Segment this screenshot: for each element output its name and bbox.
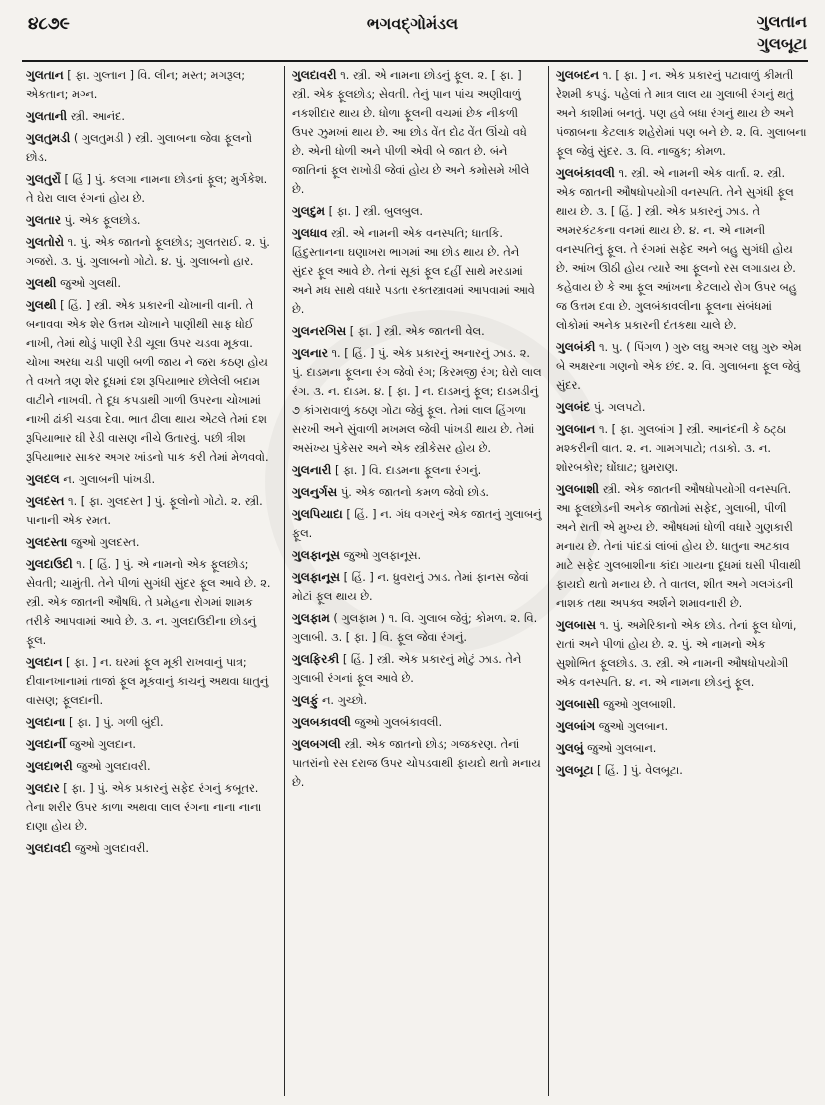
entry-headword: ગુલતાન [26,68,64,82]
dictionary-entry [292,505,542,543]
entry-headword: ગુલફું [292,693,319,707]
dictionary-column-1 [26,66,276,1096]
dictionary-entry [556,616,808,692]
entry-definition: જુઓ ગુલબંકાવલી. [354,716,443,729]
dictionary-entry [292,713,542,732]
dictionary-entry [292,691,542,710]
entry-headword: ગુલદાના [26,715,66,729]
dictionary-entry [556,761,808,780]
entry-definition: [ ફા. ] વિ. દાડમના ફૂલના રંગનું. [334,464,482,477]
dictionary-entry [292,322,542,341]
dictionary-entry [556,398,808,417]
column-divider [548,66,549,1096]
entry-definition: [ ફા. ] સ્ત્રી. એક જાતની વેલ. [349,325,485,338]
dictionary-entry [292,609,542,647]
entry-headword: ગુલધાવ [292,226,328,240]
entry-headword: ગુલદાવદી [26,841,72,855]
entry-definition: ન. ગુલાબની પાંખડી. [63,473,156,486]
dictionary-entry [292,735,542,792]
entry-headword: ગુલનાર [292,346,328,360]
entry-definition: જુઓ ગુલદાવરી. [74,842,149,855]
entry-headword: ગુલદસ્તા [26,535,68,549]
entry-definition: પું. એક ફૂલછોડ. [64,214,141,227]
dictionary-entry [26,470,276,489]
entry-definition: [ ફા. ] પું. એક પ્રકારનું સફેદ રંગનું કબૂતર. તેના શરીર ઉપર કાળા અથવા લાલ રંગના નાના નાના દાણા હોય છે. [26,782,262,833]
entry-headword: ગુલનારી [292,463,332,477]
entry-headword: ગુલદાવરી [292,68,337,82]
entry-definition: ( ગુલતુમડી ) સ્ત્રી. ગુલાબના જેવા ફૂલનો છોડ. [26,132,253,164]
dictionary-entry [292,344,542,458]
entry-headword: ગુલબગલી [292,737,341,751]
entry-headword: ગુલદલ [26,472,60,486]
entry-definition: સ્ત્રી. એ નામની એક વનસ્પતિ; ધાતકિ. હિંદુસ્તાનના ઘણાખરા ભાગમાં આ છોડ થાય છે. તેને સુંદર ફૂલ આવે છે. તેનાં સૂકાં ફૂલ દહીં સાથે મરડામાં અને મધ સાથે વધારે પડતા રક્તસ્ત્રાવમાં આપવામાં આવે છે. [292,227,535,316]
dictionary-entry [26,713,276,732]
dictionary-entry [26,779,276,836]
entry-headword: ગુલફાનૂસ [292,548,341,562]
entry-definition: જુઓ ગુલબાશી. [603,698,676,711]
entry-headword: ગુલતુમડી [26,131,71,145]
dictionary-entry [26,129,276,167]
entry-definition: જુઓ ગુલદાવરી. [76,760,151,773]
entry-definition: ૧. સ્ત્રી. એ નામની એક વાર્તા. ૨. સ્ત્રી. એક જાતની ઔષધોપયોગી વનસ્પતિ. તેને સુગંધી ફૂલ થાય છે. ૩. [ હિં. ] સ્ત્રી. એક પ્રકારનું ઝાડ. તે અમરકંટકના વનમાં થાય છે. ૪. ન. એ નામની વનસ્પતિનું ફૂલ. તે રંગમાં સફેદ અને બહુ સુગંધી હોય છે. આંખ ઊઠી હોય ત્યારે આ ફૂલનો રસ લગાડાય છે. કહેવાય છે કે આ ફૂલ આંખના કેટલાયે રોગ ઉપર બહુ જ ઉત્તમ દવા છે. ગુલબંકાવલીના ફૂલના સંબંધમાં લોકોમાં અનેક પ્રકારની દંતકથા ચાલે છે. [556,167,797,332]
dictionary-column-3 [556,66,808,1096]
guide-word-first: ગુલતાન [756,12,807,31]
entry-headword: ગુલબંદ [556,400,591,414]
entry-definition: [ હિં. ] પું. વેલબૂટા. [597,764,683,777]
entry-headword: ગુલબાંગ [556,719,596,733]
entry-definition: [ ફા. ] ન. ઘરમાં ફૂલ મૂકી રાખવાનું પાત્ર; દીવાનખાનામાં તાજાં ફૂલ મૂકવાનું કાચનું અથવા ધાતુનું વાસણ; ફૂલદાની. [26,656,269,707]
running-title: ભગવદ્ગોમંડલ [366,14,459,33]
dictionary-entry [556,739,808,758]
dictionary-entry [292,461,542,480]
dictionary-entry [292,650,542,688]
entry-headword: ગુલનરગિસ [292,324,347,338]
dictionary-entry [556,164,808,335]
entry-definition: જુઓ ગુલફાનૂસ. [343,549,422,562]
entry-definition: જુઓ ગુલબાન. [587,742,657,755]
dictionary-entry [26,296,276,467]
entry-definition: પું. ગલપટો. [593,401,646,414]
dictionary-entry [556,695,808,714]
entry-definition: [ હિં. ] ન. ગંધ વગરનું એક જાતનું ગુલાબનું ફૂલ. [292,508,542,540]
entry-definition: [ ફા. ] પું. ગળી બુંદી. [68,716,164,729]
entry-headword: ગુલફાનૂસ [292,570,341,584]
dictionary-entry [556,66,808,161]
guide-word-last: ગુલબૂટા [757,34,807,53]
entry-headword: ગુલતોરો [26,235,64,249]
dictionary-entry [556,717,808,736]
dictionary-entry [26,492,276,530]
column-divider [284,66,285,1096]
entry-headword: ગુલદાર્ની [26,737,66,751]
entry-headword: ગુલથી [26,276,57,290]
entry-definition: ૧. પું. અમેરિકાનો એક છોડ. તેનાં ફૂલ ધોળાં, રાતાં અને પીળાં હોય છે. ૨. પું. એ નામનો એક સુશોભિત ફૂલછોડ. ૩. સ્ત્રી. એ નામની ઔષધોપયોગી એક વનસ્પતિ. ૪. ન. એ નામના છોડનું ફૂલ. [556,619,797,689]
entry-headword: ગુલબદન [556,68,600,82]
dictionary-entry [26,735,276,754]
entry-headword: ગુલફિરકી [292,652,340,666]
entry-headword: ગુલબંકાવલી [556,166,615,180]
entry-definition: ૧. [ હિં. ] પું. એ નામનો એક ફૂલછોડ; સેવતી; ચામુંતી. તેને પીળાં સુગંધી સુંદર ફૂલ આવે છે. ૨. સ્ત્રી. એક જાતની ઔષધિ. તે પ્રમેહના રોગમાં શામક તરીકે આપવામાં આવે છે. ૩. ન. ગુલદાઉદીના છોડનું ફૂલ. [26,558,271,647]
entry-definition: સ્ત્રી. આનંદ. [70,110,125,123]
dictionary-column-2 [292,66,542,1096]
entry-headword: ગુલદાર [26,781,60,795]
dictionary-entry [26,274,276,293]
entry-headword: ગુલબકાવલી [292,715,351,729]
entry-definition: [ ફા. ગુલ્તાન ] વિ. લીન; મસ્ત; મગરૂલ; એકતાન; મગ્ન. [26,69,246,101]
header-rule [22,60,808,62]
entry-headword: ગુલબાસ [556,618,597,632]
entry-definition: જુઓ ગુલબાન. [598,720,669,733]
entry-headword: ગુલતાની [26,109,68,123]
entry-headword: ગુલબંકી [556,340,596,354]
entry-headword: ગુલતાર [26,213,61,227]
entry-definition: ૧. પું. એક જાતનો ફૂલછોડ; ગુલતરાઈ. ૨. પું. ગજરો. ૩. પું. ગુલાબનો ગોટો. ૪. પું. ગુલાબનો હાર. [26,236,270,268]
entry-definition: ૧. [ ફા. ] ન. એક પ્રકારનું પટાવાળું કીમતી રેશમી કપડું. પહેલાં તે માત્ર લાલ યા ગુલાબી રંગનું થતું અને કાશીમાં બનતું. પણ હવે બધા રંગનું થાય છે અને પંજાબના કેટલાક શહેરોમાં પણ બને છે. ૨. વિ. ગુલાબના ફૂલ જેવું સુંદર. ૩. વિ. નાજુક; કોમળ. [556,69,807,158]
dictionary-entry [26,211,276,230]
entry-headword: ગુલબાશી [556,482,600,496]
entry-definition: સ્ત્રી. એક જાતનો છોડ; ગજકરણ. તેનાં પાતરાંનો રસ દરાજ ઉપર ચોપડવાથી ફાયદો થતો મનાય છે. [292,738,541,789]
entry-headword: ગુલદાન [26,655,63,669]
dictionary-entry [556,480,808,613]
entry-definition: જુઓ ગુલથી. [60,277,121,290]
entry-headword: ગુલથી [26,298,57,312]
dictionary-entry [292,66,542,199]
entry-headword: ગુલદાભરી [26,759,73,773]
entry-definition: [ હિં ] પું. કલગા નામના છોડનાં ફૂલ; મુર્ગકેશ. તે ઘેરા લાલ રંગનાં હોય છે. [26,173,268,205]
entry-headword: ગુલબાન [556,422,596,436]
dictionary-entry [26,233,276,271]
entry-definition: જુઓ ગુલદસ્ત. [70,536,140,549]
entry-headword: ગુલબાસી [556,697,600,711]
entry-definition: ૧. પુ. ( પિંગળ ) ગુરુ લઘુ અગર લઘુ ગુરુ એમ બે અક્ષરના ગણનો એક છંદ. ૨. વિ. ગુલાબના ફૂલ જેવું સુંદર. [556,341,802,392]
dictionary-entry [556,420,808,477]
entry-definition: ૧. [ ફા. ગુલદસ્ત ] પું. ફૂલોનો ગોટો. ૨. સ્ત્રી. પાનાની એક રમત. [26,495,263,527]
dictionary-entry [26,66,276,104]
entry-headword: ગુલતુર્રો [26,172,61,186]
entry-headword: ગુલદુમ [292,204,326,218]
dictionary-entry [292,546,542,565]
entry-definition: [ હિં. ] ન. ધ્રુવરાનું ઝાડ. તેમાં ફાનસ જેવાં મોટાં ફૂલ થાય છે. [292,571,529,603]
dictionary-entry [292,224,542,319]
dictionary-entry [26,170,276,208]
entry-definition: ૧. સ્ત્રી. એ નામના છોડનું ફૂલ. ૨. [ ફા. ] સ્ત્રી. એક ફૂલછોડ; સેવતી. તેનું પાન પાંચ અણીવાળું નકશીદાર થાય છે. ધોળા ફૂલની વચમાં છેક નીકળી ઉપર ઝુમખાં થાય છે. આ છોડ વેંત દોઢ વેંત ઊંચો વધે છે. એની ધોળી અને પીળી એવી બે જાત છે. બંને જાતિનાં ફૂલ રાખોડી જેવાં હોય છે અને કમોસમે ખીલે છે. [292,69,530,196]
dictionary-entry [26,533,276,552]
entry-definition: ૧. [ હિં. ] પું. એક પ્રકારનું અનારનું ઝાડ. ૨. પું. દાડમના ફૂલના રંગ જેવો રંગ; કિરમજી રંગ; ઘેરો લાલ રંગ. ૩. ન. દાડમ. ૪. [ ફા. ] ન. દાડમનું ફૂલ; દાડમડીનું ૭ કાંગરાવાળું કઠણ ગોટા જેવું ફૂલ. તેમાં લાલ હિંગળા સરખી અને સુંવાળી મખમલ જેવી પાંખડી થાય છે. તેમાં અસંખ્ય પુંકેસર અને એક સ્ત્રીકેસર હોય છે. [292,347,542,455]
dictionary-entry [292,483,542,502]
dictionary-entry [26,555,276,650]
dictionary-entry [26,839,276,858]
page-header [0,0,825,68]
page-number: ૪૮૭૯ [28,14,70,34]
entry-definition: જુઓ ગુલદાન. [69,738,136,751]
entry-definition: [ ફા. ] સ્ત્રી. બુલબુલ. [328,205,423,218]
entry-headword: ગુલપિયાદા [292,507,343,521]
dictionary-entry [292,202,542,221]
entry-definition: પું. એક જાતનો કમળ જેવો છોડ. [340,486,489,499]
entry-definition: સ્ત્રી. એક જાતની ઔષધોપયોગી વનસ્પતિ. આ ફૂલછોડની અનેક જાતોમાં સફેદ, ગુલાબી, પીળી અને રાતી એ મુખ્ય છે. ઔષધમાં ધોળી વધારે ગુણકારી મનાય છે. તેનાં પાંદડાં લાંબાં હોય છે. ધાતુના અટકાવ માટે સફેદ ગુલબાશીના કાંદા ગાયના દૂધમાં ઘસી પીવાથી ફાયદો થતો મનાય છે. તે વાતલ, શીત અને ગલગંડની નાશક તથા અપક્વ અર્શને શમાવનારી છે. [556,483,801,610]
dictionary-entry [556,338,808,395]
entry-headword: ગુલદસ્ત [26,494,65,508]
entry-definition: [ હિં. ] સ્ત્રી. એક પ્રકારની ચોખાની વાની. તે બનાવવા એક શેર ઉત્તમ ચોખાને પાણીથી સાફ ધોઈ નાખી, તેમાં થોડું પાણી રેડી ચૂલા ઉપર ચડવા મૂકવા. ચોખા અરધા ચડી પાણી બળી જાય ને જરા કઠણ હોય તે વખતે ત્રણ શેર દૂધમાં દશ રૂપિયાભાર છોલેલી બદામ વાટીને નાખવી. તે દૂધ કપડાથી ગાળી ઉપરના ચોખામાં નાખી ઢાંકી ચડવા દેવા. ભાત ઢીલા થાય એટલે તેમાં દશ રૂપિયાભાર ઘી રેડી વાસણ નીચે ઉતારવું. પછી ત્રીશ રૂપિયાભાર સાકર અગર ખાંડનો પાક કરી તેમાં મેળવવો. [26,299,269,464]
entry-headword: ગુલદાઉદી [26,557,73,571]
entry-definition: ન. ગુચ્છો. [322,694,368,707]
entry-definition: [ હિં. ] સ્ત્રી. એક પ્રકારનું મોટું ઝાડ. તેને ગુલાબી રંગનાં ફૂલ આવે છે. [292,653,522,685]
entry-definition: ૧. [ ફા. ગુલબાંગ ] સ્ત્રી. આનંદની કે ઠટ્ઠા મશ્કરીની વાત. ૨. ન. ગામગપાટો; તડાકો. ૩. ન. શોરબકોર; ઘોંઘાટ; ઘુમરાણ. [556,423,787,474]
entry-headword: ગુલફામ [292,611,330,625]
entry-definition: ( ગુલફામ ) ૧. વિ. ગુલાબ જેવું; કોમળ. ૨. વિ. ગુલાબી. ૩. [ ફા. ] વિ. ફૂલ જેવા રંગનું. [292,612,538,644]
dictionary-entry [26,107,276,126]
entry-headword: ગુલબું [556,741,584,755]
dictionary-entry [292,568,542,606]
entry-headword: ગુલનુર્ગસ [292,485,338,499]
dictionary-entry [26,653,276,710]
dictionary-entry [26,757,276,776]
entry-headword: ગુલબૂટા [556,763,594,777]
